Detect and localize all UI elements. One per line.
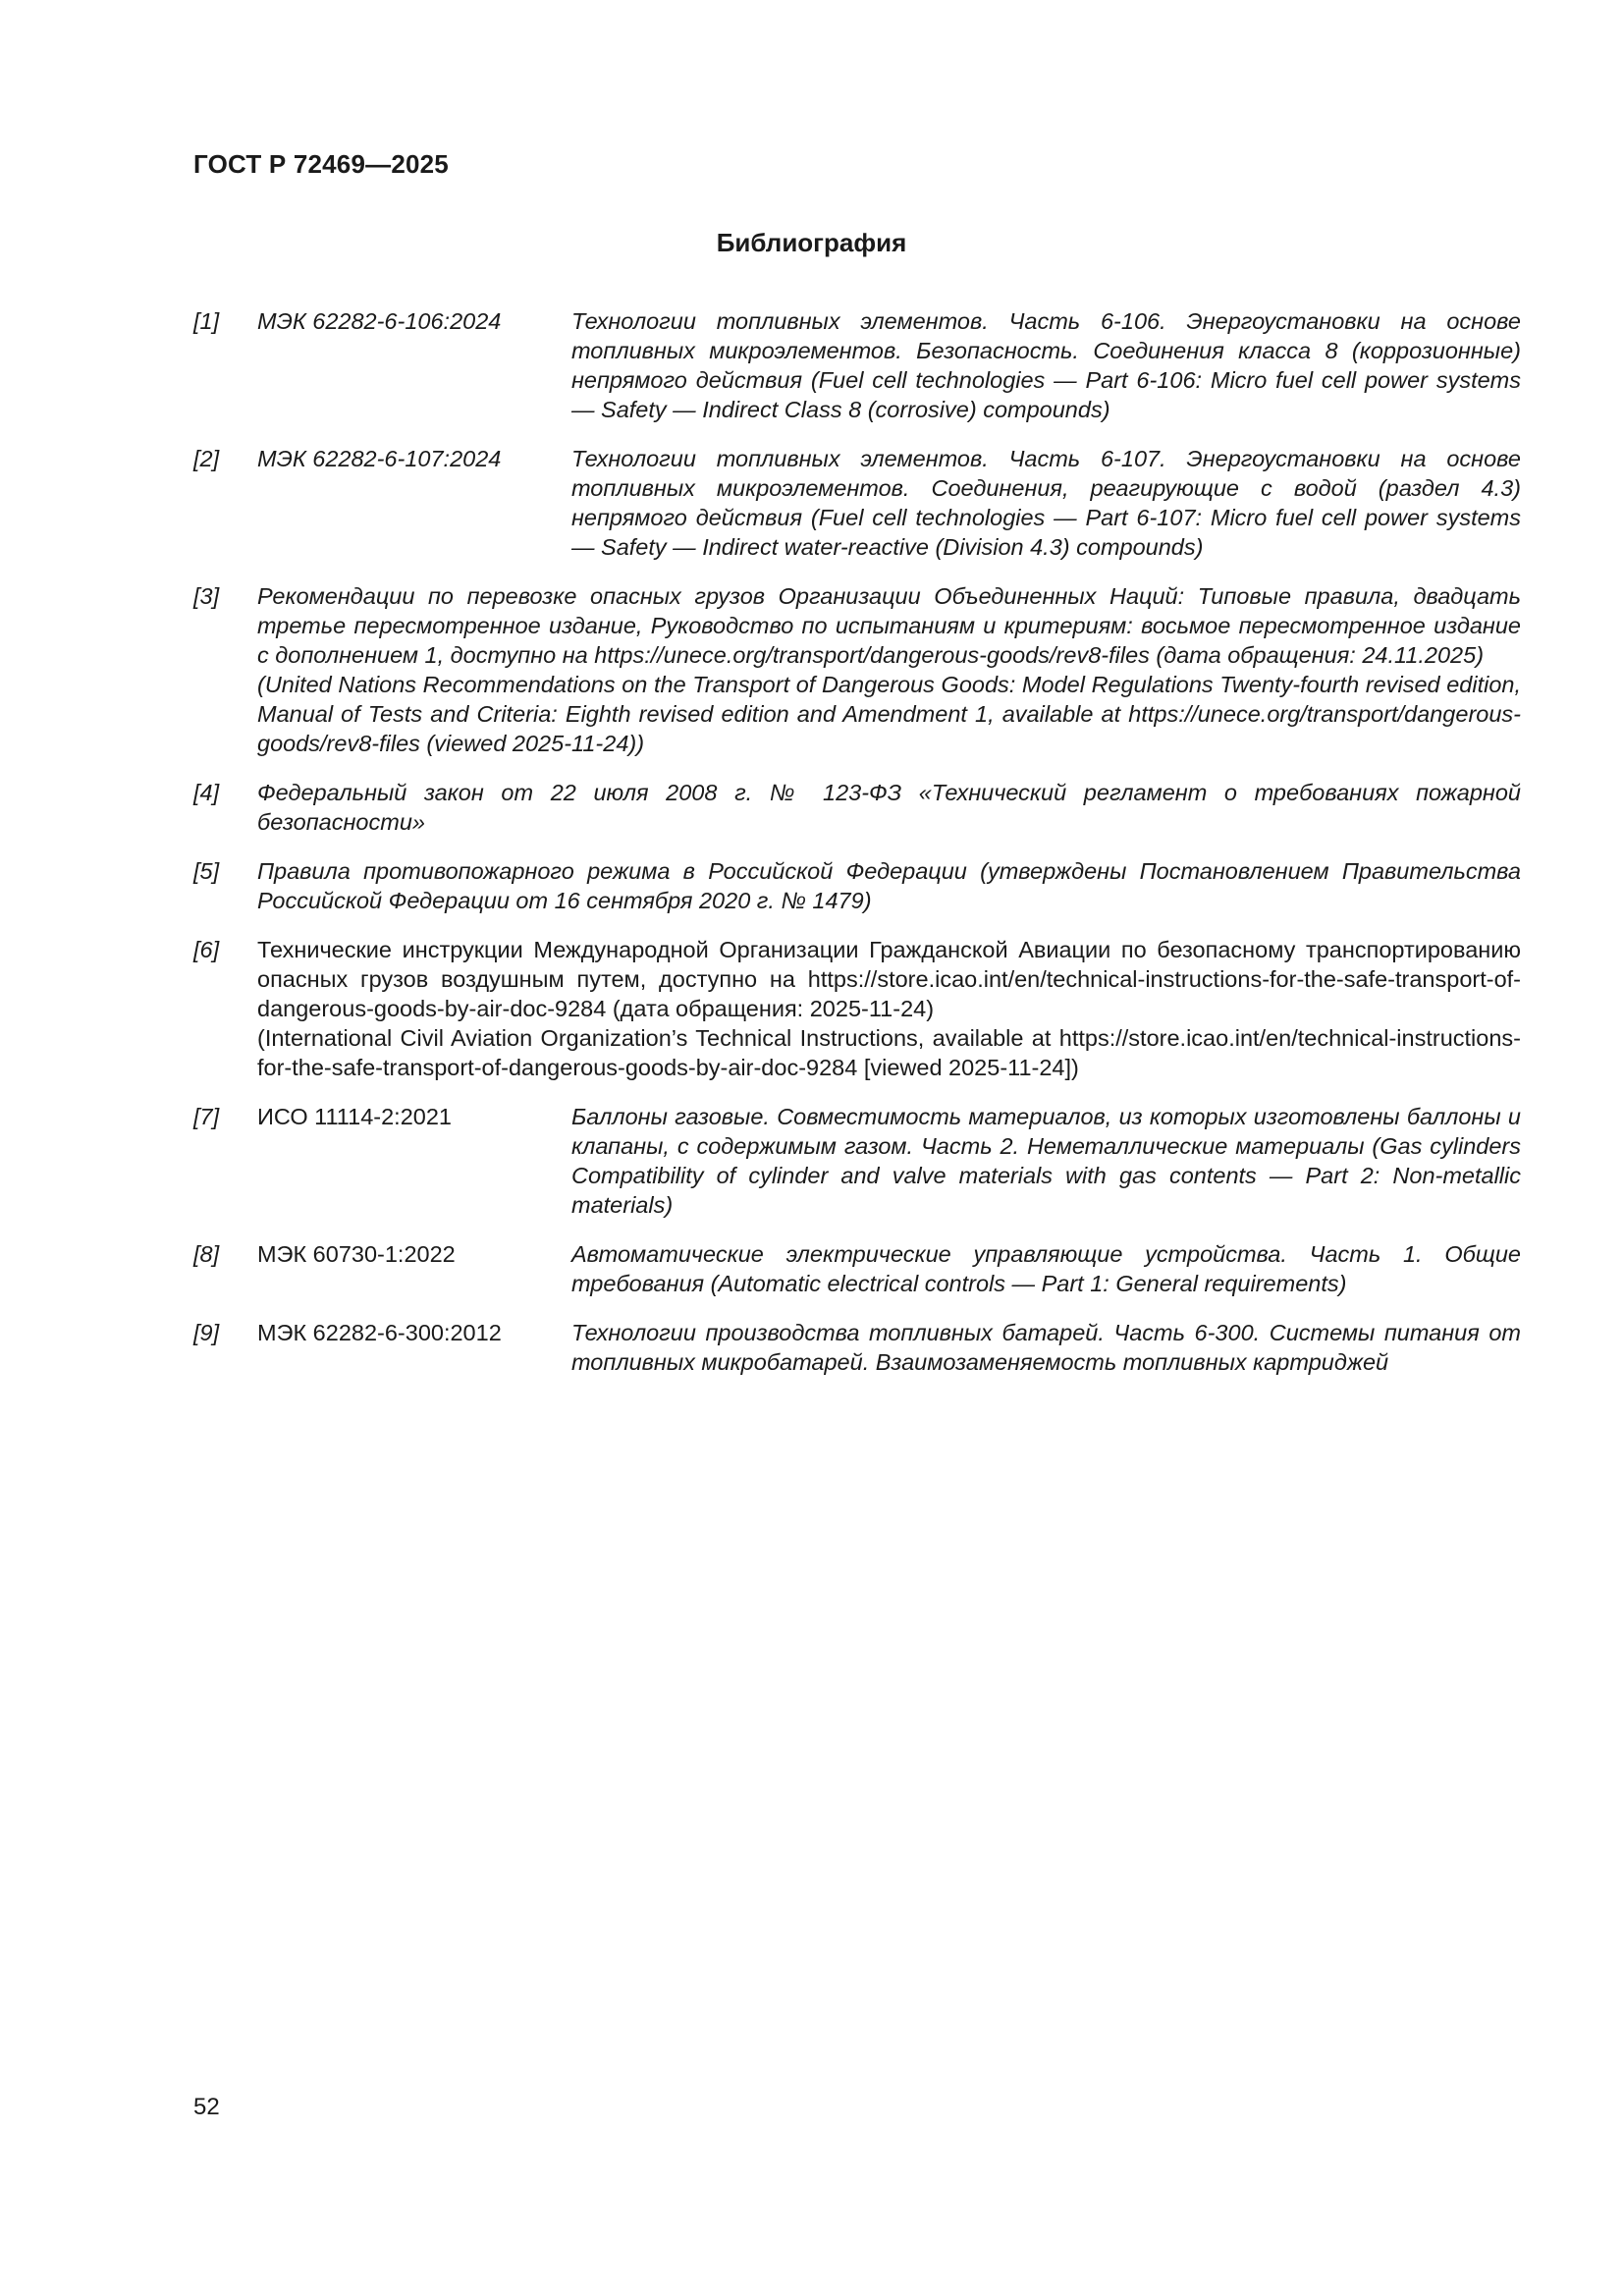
entry-standard-code: ИСО 11114-2:2021 — [257, 1104, 452, 1129]
entry-standard-code: МЭК 62282-6-106:2024 — [257, 308, 502, 334]
bib-entry-5 — [193, 856, 1521, 915]
entry-number: [6] — [193, 937, 220, 962]
entry-description — [257, 581, 1521, 758]
entry-standard-code: МЭК 62282-6-107:2024 — [257, 446, 502, 471]
bib-entry-7 — [193, 1102, 1521, 1220]
entry-description: Правила противопожарного режима в Российской Федерации (утверждены Постановлением Правительства Российской Федерации от 16 сентября 2020 г. № 1479) — [257, 858, 1521, 913]
bib-entry-1 — [193, 306, 1521, 424]
document-code: ГОСТ Р 72469—2025 — [193, 149, 449, 179]
entry-text-en: (United Nations Recommendations on the Transport of Dangerous Goods: Model Regulations Twenty-fourth revised edition, Manual of Tests and Criteria: Eighth revised edition and Amendment 1, available at https://unece.org/transport/dangerous-goods/rev8-files (viewed 2025-11-24)) — [257, 672, 1521, 756]
bib-entry-3 — [193, 581, 1521, 758]
bib-entry-8 — [193, 1239, 1521, 1298]
entry-text-ru: Рекомендации по перевозке опасных грузов Организации Объединенных Наций: Типовые правила, двадцать третье пересмотренное издание, Руководство по испытаниям и критериям: восьмое пересмотренное издание с дополнением 1, доступно на https://unece.org/transport/dangerous-goods/rev8-files (дата обращения: 24.11.2025) — [257, 583, 1521, 668]
entry-description: Федеральный закон от 22 июля 2008 г. № 123-ФЗ «Технический регламент о требованиях пожарной безопасности» — [257, 780, 1521, 835]
page-number: 52 — [193, 2094, 220, 2120]
section-heading: Библиография — [716, 228, 907, 257]
entry-number: [2] — [193, 446, 220, 471]
bib-entry-6 — [193, 935, 1521, 1082]
entry-description: Баллоны газовые. Совместимость материалов, из которых изготовлены баллоны и клапаны, с содержимым газом. Часть 2. Неметаллические материалы (Gas cylinders Compatibility of cylinder and valve materials with gas contents — Part 2: Non-metallic materials) — [571, 1104, 1521, 1218]
entry-text-ru: Технические инструкции Международной Организации Гражданской Авиации по безопасному транспортированию опасных грузов воздушным путем, доступно на https://store.icao.int/en/technical-instructions-for-the-safe-transport-of-dangerous-goods-by-air-doc-9284 (дата обращения: 2025-11-24) — [257, 937, 1521, 1021]
bib-entry-2 — [193, 444, 1521, 562]
entry-standard-code: МЭК 62282-6-300:2012 — [257, 1320, 502, 1345]
entry-number: [5] — [193, 858, 220, 884]
entry-description: Автоматические электрические управляющие устройства. Часть 1. Общие требования (Automatic electrical controls — Part 1: General requirements) — [571, 1241, 1521, 1296]
bib-entry-4 — [193, 778, 1521, 837]
entry-number: [1] — [193, 308, 220, 334]
bib-entry-9 — [193, 1318, 1521, 1377]
entry-description — [257, 935, 1521, 1082]
entry-description: Технологии топливных элементов. Часть 6-106. Энергоустановки на основе топливных микроэлементов. Безопасность. Соединения класса 8 (коррозионные) непрямого действия (Fuel cell technologies — Part 6-106: Micro fuel cell power systems — Safety — Indirect Class 8 (corrosive) compounds) — [571, 308, 1521, 422]
entry-number: [7] — [193, 1104, 220, 1129]
entry-number: [9] — [193, 1320, 220, 1345]
bibliography-list — [193, 306, 1521, 1396]
entry-number: [3] — [193, 583, 220, 609]
entry-number: [4] — [193, 780, 220, 805]
entry-description: Технологии топливных элементов. Часть 6-107. Энергоустановки на основе топливных микроэлементов. Соединения, реагирующие с водой (раздел 4.3) непрямого действия (Fuel cell technologies — Part 6-107: Micro fuel cell power systems — Safety — Indirect water-reactive (Division 4.3) compounds) — [571, 446, 1521, 560]
entry-text-en: (International Civil Aviation Organization’s Technical Instructions, available at https://store.icao.int/en/technical-instructions-for-the-safe-transport-of-dangerous-goods-by-air-doc-9284 [viewed 2025-11-24]) — [257, 1025, 1521, 1080]
entry-standard-code: МЭК 60730-1:2022 — [257, 1241, 456, 1267]
entry-description: Технологии производства топливных батарей. Часть 6-300. Системы питания от топливных микробатарей. Взаимозаменяемость топливных картриджей — [571, 1320, 1521, 1375]
entry-number: [8] — [193, 1241, 220, 1267]
